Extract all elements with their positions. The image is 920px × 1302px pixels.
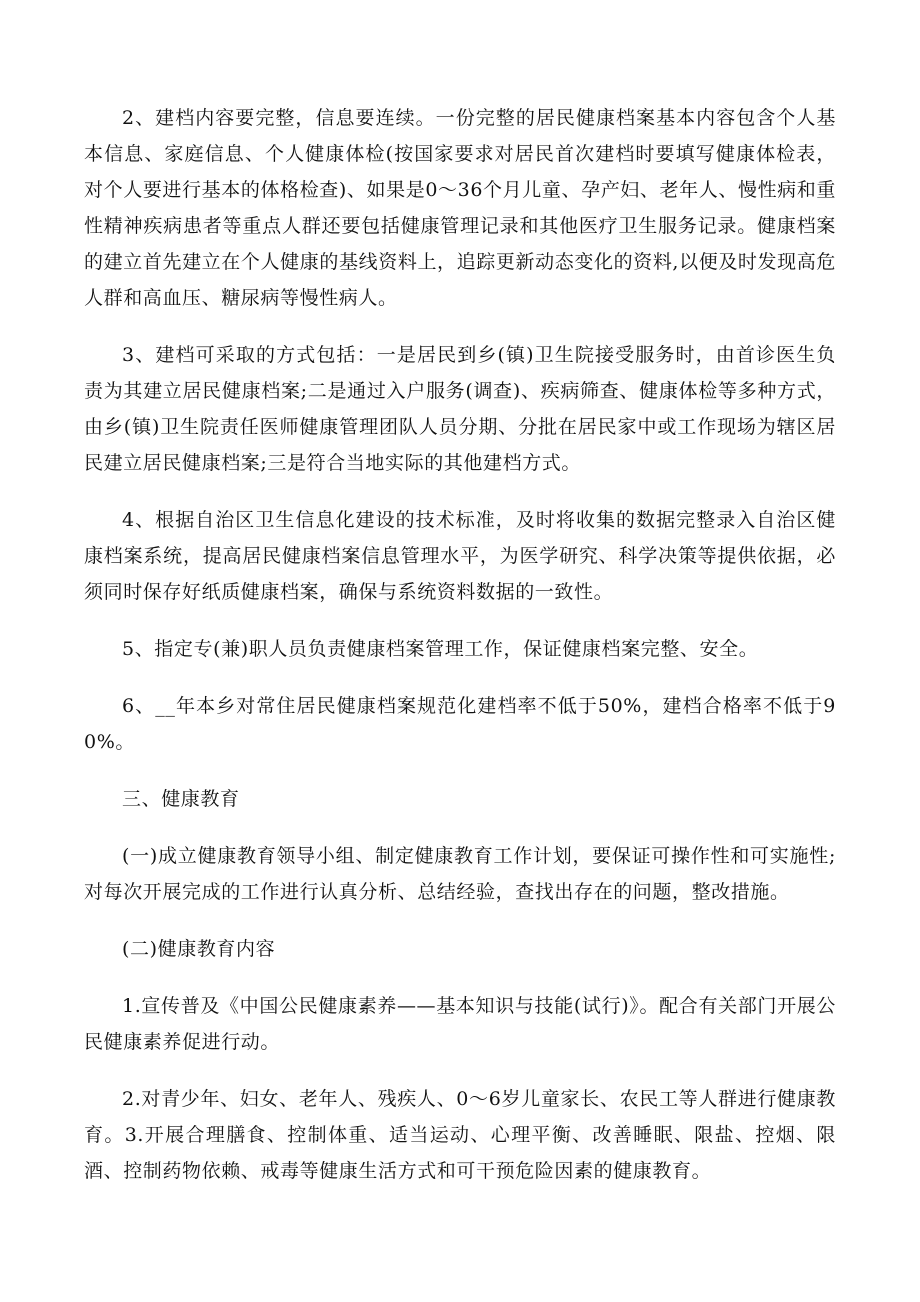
paragraph-data-entry: 4、根据自治区卫生信息化建设的技术标准，及时将收集的数据完整录入自治区健康档案系统，提高居民健康档案信息管理水平，为医学研究、科学决策等提供依据，必须同时保存好纸质健康档案，确保与系统资料数据的一致性。 xyxy=(84,509,836,603)
paragraph-record-completeness: 2、建档内容要完整，信息要连续。一份完整的居民健康档案基本内容包含个人基本信息、家庭信息、个人健康体检(按国家要求对居民首次建档时要填写健康体检表，对个人要进行基本的体格检查)、如果是0～36个月儿童、孕产妇、老年人、慢性病和重性精神疾病患者等重点人群还要包括健康管理记录和其他医疗卫生服务记录。健康档案的建立首先建立在个人健康的基线资料上，追踪更新动态变化的资料,以便及时发现高危人群和高血压、糖尿病等慢性病人。 xyxy=(84,107,836,309)
paragraph-literacy-promotion: 1.宣传普及《中国公民健康素养——基本知识与技能(试行)》。配合有关部门开展公民健康素养促进行动。 xyxy=(84,995,836,1053)
document-body xyxy=(84,100,836,1210)
paragraph-target-groups: 2.对青少年、妇女、老年人、残疾人、0～6岁儿童家长、农民工等人群进行健康教育。3.开展合理膳食、控制体重、适当运动、心理平衡、改善睡眠、限盐、控烟、限酒、控制药物依赖、戒毒等健康生活方式和可干预危险因素的健康教育。 xyxy=(84,1088,836,1182)
paragraph-leadership-group: (一)成立健康教育领导小组、制定健康教育工作计划，要保证可操作性和可实施性;对每次开展完成的工作进行认真分析、总结经验，查找出存在的问题，整改措施。 xyxy=(84,845,836,903)
paragraph-annual-targets: 6、__年本乡对常住居民健康档案规范化建档率不低于50%，建档合格率不低于90%。 xyxy=(84,695,836,753)
paragraph-record-methods: 3、建档可采取的方式包括：一是居民到乡(镇)卫生院接受服务时，由首诊医生负责为其建立居民健康档案;二是通过入户服务(调查)、疾病筛查、健康体检等多种方式，由乡(镇)卫生院责任医师健康管理团队人员分期、分批在居民家中或工作现场为辖区居民建立居民健康档案;三是符合当地实际的其他建档方式。 xyxy=(84,344,836,474)
paragraph-staff-assignment: 5、指定专(兼)职人员负责健康档案管理工作，保证健康档案完整、安全。 xyxy=(122,638,759,660)
section-heading-health-education: 三、健康教育 xyxy=(122,788,240,810)
subheading-education-content: (二)健康教育内容 xyxy=(122,938,276,960)
